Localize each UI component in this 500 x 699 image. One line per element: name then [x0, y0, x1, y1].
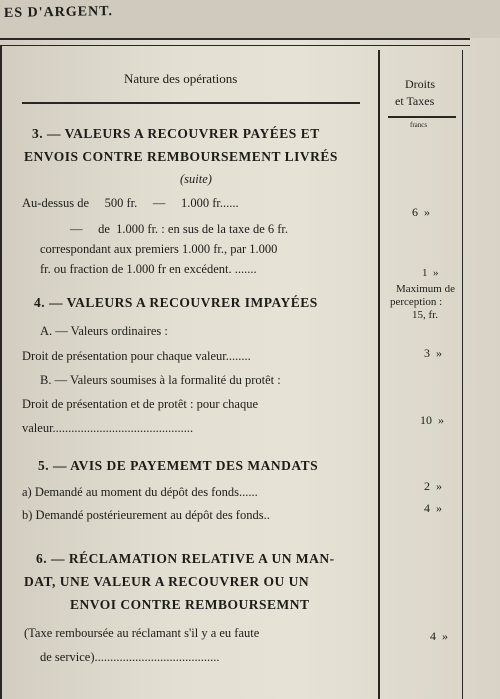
- s6-text-1: (Taxe remboursée au réclamant s'il y a eu faute: [24, 626, 260, 640]
- s5-a-value: 2 »: [424, 479, 442, 493]
- s4-b-label: B. — Valeurs soumises à la formalité du protêt :: [40, 373, 281, 387]
- column-divider: [378, 50, 380, 699]
- s3-title-2: ENVOIS CONTRE REMBOURSEMENT LIVRÉS: [24, 149, 338, 164]
- s3-row-1: Au-dessus de 500 fr. — 1.000 fr......: [22, 196, 239, 210]
- s4-b-text-2: valeur.............................................: [22, 421, 194, 435]
- s3-row-2-line-1: — de 1.000 fr. : en sus de la taxe de 6 fr.: [70, 222, 289, 236]
- header-rule-left: [22, 102, 360, 104]
- s5-b-text: b) Demandé postérieurement au dépôt des fonds..: [22, 508, 270, 522]
- s6-title-2: DAT, UNE VALEUR A RECOUVRER OU UN: [24, 574, 310, 589]
- s3-row-2-value: 1 »: [422, 267, 439, 279]
- table-right-border: [462, 50, 463, 699]
- s4-title: 4. — VALEURS A RECOUVRER IMPAYÉES: [34, 295, 318, 310]
- s4-max-line-3: 15, fr.: [412, 309, 438, 321]
- running-head: ES D'ARGENT.: [3, 4, 114, 21]
- s3-row-2-line-2: correspondant aux premiers 1.000 fr., par 1.000: [40, 242, 278, 256]
- s3-title-1: 3. — VALEURS A RECOUVRER PAYÉES ET: [32, 126, 320, 141]
- column-header-nature: Nature des opérations: [124, 71, 238, 86]
- s5-b-value: 4 »: [424, 501, 442, 515]
- unit-label: francs: [410, 121, 428, 129]
- table-top-rule: [0, 38, 470, 40]
- column-header-droits-2: et Taxes: [395, 94, 435, 108]
- s4-a-label: A. — Valeurs ordinaires :: [40, 324, 168, 338]
- s4-a-text: Droit de présentation pour chaque valeur........: [22, 349, 251, 363]
- table-top-rule-2: [0, 45, 470, 46]
- s3-row-1-value: 6 »: [412, 205, 430, 219]
- table-left-border: [0, 46, 2, 699]
- s3-title-3: (suite): [180, 172, 212, 186]
- s4-max-line-1: Maximum de: [396, 283, 455, 295]
- s3-row-2-line-3: fr. ou fraction de 1.000 fr en excédent. .......: [40, 262, 257, 276]
- s4-b-value: 10 »: [420, 413, 444, 427]
- header-rule-right: [388, 116, 456, 118]
- column-header-droits-1: Droits: [405, 77, 435, 91]
- s6-value: 4 »: [430, 629, 448, 643]
- s6-title-1: 6. — RÉCLAMATION RELATIVE A UN MAN-: [36, 551, 335, 566]
- s5-title: 5. — AVIS DE PAYEMEMT DES MANDATS: [38, 458, 319, 473]
- s5-a-text: a) Demandé au moment du dépôt des fonds......: [22, 485, 258, 499]
- s6-text-2: de service)........................................: [40, 650, 220, 664]
- s4-max-line-2: perception :: [390, 296, 443, 308]
- s4-b-text-1: Droit de présentation et de protêt : pour chaque: [22, 397, 259, 411]
- s4-a-value: 3 »: [424, 346, 442, 360]
- s6-title-3: ENVOI CONTRE REMBOURSEMNT: [70, 597, 310, 612]
